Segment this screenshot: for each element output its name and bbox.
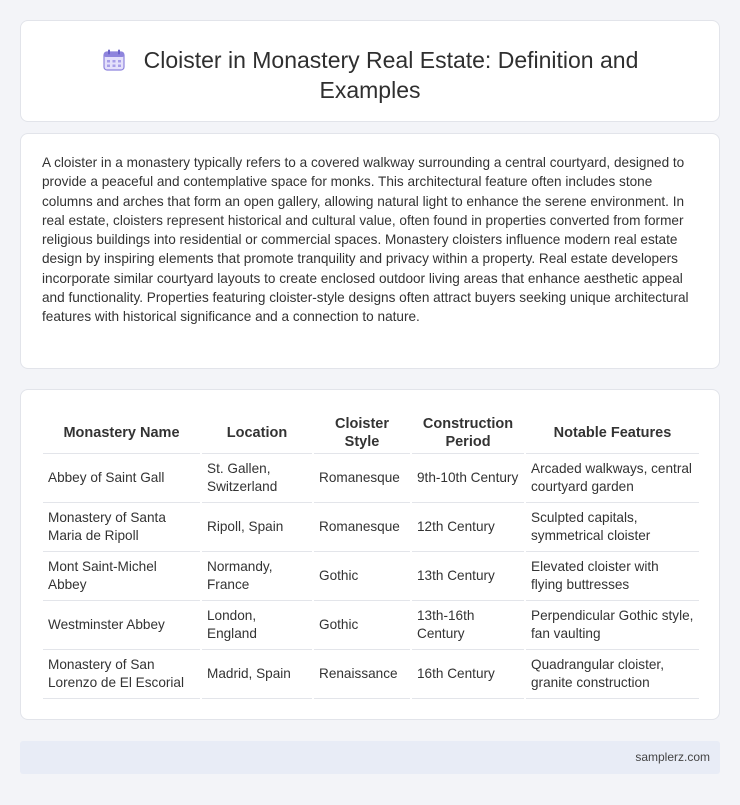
table-cell: Ripoll, Spain [201,502,313,551]
table-cell: 12th Century [411,502,525,551]
table-cell: Sculpted capitals, symmetrical cloister [525,502,699,551]
footer-bar [20,741,720,774]
calendar-icon [102,49,126,71]
table-cell: London, England [201,600,313,649]
table-card [20,389,720,720]
monastery-table [43,413,699,699]
footer-site-link[interactable]: samplerz.com [635,750,710,764]
table-header-row [43,413,699,453]
table-cell: Gothic [313,551,411,600]
table-cell: Arcaded walkways, central courtyard garden [525,453,699,502]
table-cell: 13th Century [411,551,525,600]
title-card [20,20,720,122]
table-cell: Gothic [313,600,411,649]
table-cell: Monastery of Santa Maria de Ripoll [43,502,201,551]
table-cell: Madrid, Spain [201,649,313,698]
table-row [43,453,699,502]
table-cell: Perpendicular Gothic style, fan vaulting [525,600,699,649]
column-header: Monastery Name [43,413,201,453]
table-cell: St. Gallen, Switzerland [201,453,313,502]
column-header: Cloister Style [313,413,411,453]
table-cell: Mont Saint-Michel Abbey [43,551,201,600]
table-cell: 9th-10th Century [411,453,525,502]
table-row [43,649,699,698]
table-cell: Elevated cloister with flying buttresses [525,551,699,600]
page-title: Cloister in Monastery Real Estate: Definition and Examples [143,47,639,103]
table-cell: Romanesque [313,453,411,502]
table-cell: Romanesque [313,502,411,551]
column-header: Location [201,413,313,453]
table-cell: 16th Century [411,649,525,698]
column-header: Notable Features [525,413,699,453]
table-cell: 13th-16th Century [411,600,525,649]
table-cell: Renaissance [313,649,411,698]
table-cell: Abbey of Saint Gall [43,453,201,502]
table-row [43,502,699,551]
table-row [43,600,699,649]
table-cell: Monastery of San Lorenzo de El Escorial [43,649,201,698]
table-row [43,551,699,600]
table-cell: Westminster Abbey [43,600,201,649]
table-cell: Normandy, France [201,551,313,600]
intro-card [20,133,720,369]
column-header: Construction Period [411,413,525,453]
intro-paragraph: A cloister in a monastery typically refers to a covered walkway surrounding a central courtyard, designed to provide a peaceful and contemplative space for monks. This architectural feature often includes stone columns and arches that form an open gallery, allowing natural light to enhance the serene environment. In real estate, cloisters represent historical and cultural value, often found in properties converted from former religious buildings into residential or commercial spaces. Monastery cloisters influence modern real estate design by inspiring elements that promote tranquility and privacy within a property. Real estate developers incorporate similar courtyard layouts to create enclosed outdoor living areas that enhance aesthetic appeal and functionality. Properties featuring cloister-style designs often attract buyers seeking unique architectural features with historical significance and a connection to nature. [42,155,689,325]
table-cell: Quadrangular cloister, granite construction [525,649,699,698]
page-title-wrap [21,45,719,105]
